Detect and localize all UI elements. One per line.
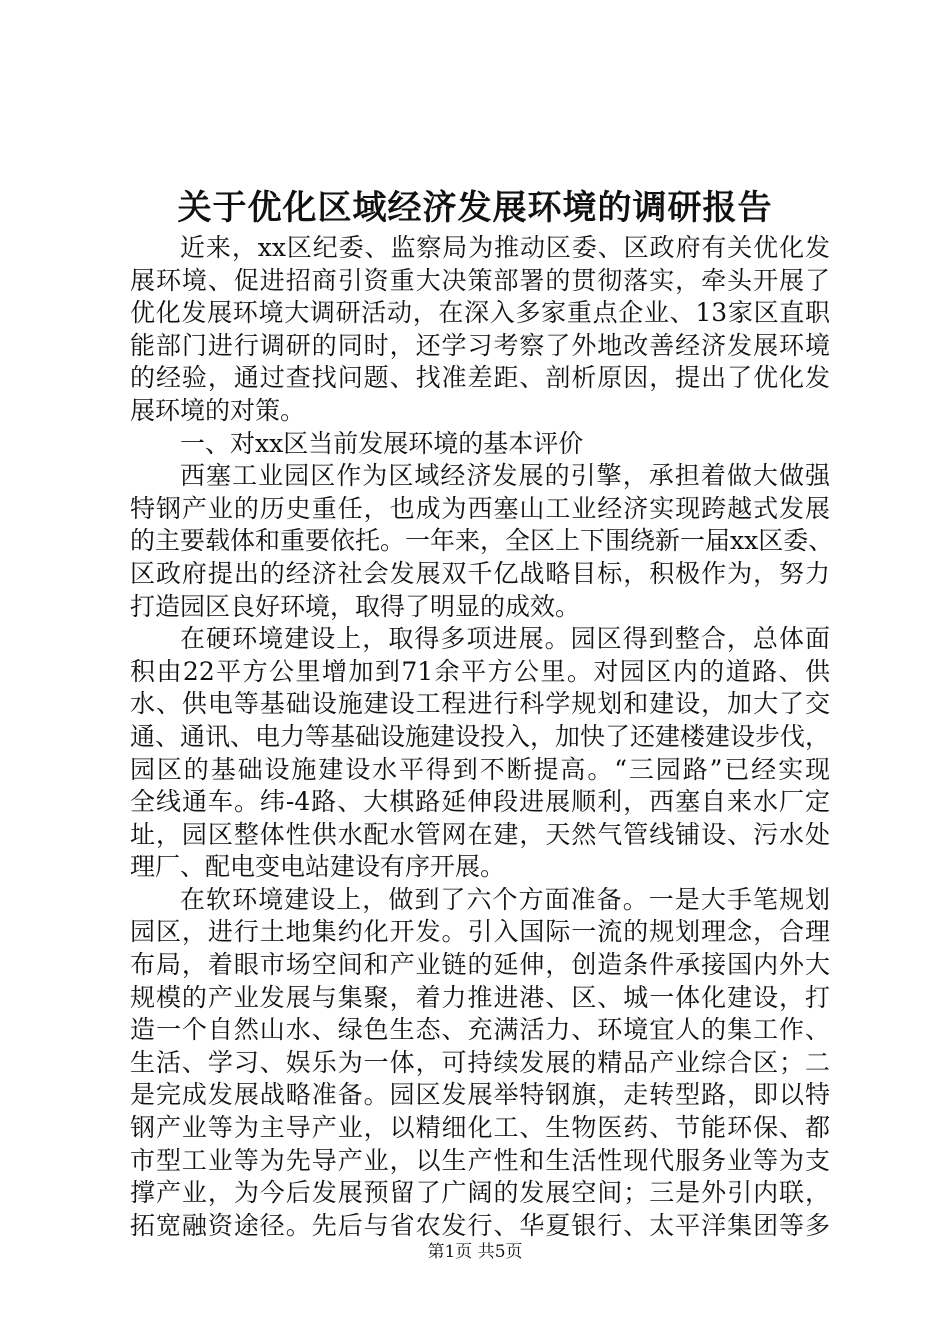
body-line: 展环境的对策。 xyxy=(130,395,306,425)
body-line: 西塞工业园区作为区域经济发展的引擎，承担着做大做强 xyxy=(180,461,830,491)
body-line: 市型工业等为先导产业，以生产性和生活性现代服务业等为支 xyxy=(130,1145,830,1175)
body-line: 一、对xx区当前发展环境的基本评价 xyxy=(180,428,584,458)
body-line: 拓宽融资途径。先后与省农发行、华夏银行、太平洋集团等多 xyxy=(130,1210,830,1240)
body-line: 的主要载体和重要依托。一年来，全区上下围绕新一届xx区委、 xyxy=(130,526,834,556)
body-line: 近来，xx区纪委、监察局为推动区委、区政府有关优化发 xyxy=(180,233,830,262)
body-line: 区政府提出的经济社会发展双千亿战略目标，积极作为，努力 xyxy=(130,558,830,588)
body-line: 打造园区良好环境，取得了明显的成效。 xyxy=(130,591,581,621)
body-line: 的经验，通过查找问题、找准差距、剖析原因，提出了优化发 xyxy=(130,363,830,393)
body-line: 理厂、配电变电站建设有序开展。 xyxy=(130,852,506,882)
document-body xyxy=(130,232,834,1242)
body-line: 造一个自然山水、绿色生态、充满活力、环境宜人的集工作、 xyxy=(130,1015,830,1045)
body-line: 能部门进行调研的同时，还学习考察了外地改善经济发展环境 xyxy=(130,330,830,360)
body-line: 规模的产业发展与集聚，着力推进港、区、城一体化建设，打 xyxy=(130,982,830,1012)
body-line: 址，园区整体性供水配水管网在建，天然气管线铺设、污水处 xyxy=(130,819,830,849)
body-line: 撑产业，为今后发展预留了广阔的发展空间；三是外引内联， xyxy=(130,1178,830,1208)
body-line: 生活、学习、娱乐为一体，可持续发展的精品产业综合区；二 xyxy=(130,1047,830,1077)
page-number-footer: 第1页 共5页 xyxy=(427,1242,523,1262)
body-line: 积由22平方公里增加到71余平方公里。对园区内的道路、供 xyxy=(130,656,830,686)
body-line: 布局，着眼市场空间和产业链的延伸，创造条件承接国内外大 xyxy=(130,950,830,980)
body-line: 在硬环境建设上，取得多项进展。园区得到整合，总体面 xyxy=(180,624,830,654)
body-line: 在软环境建设上，做到了六个方面准备。一是大手笔规划 xyxy=(180,884,830,914)
body-line: 优化发展环境大调研活动，在深入多家重点企业、13家区直职 xyxy=(130,298,830,328)
body-line: 特钢产业的历史重任，也成为西塞山工业经济实现跨越式发展 xyxy=(130,493,830,523)
body-line: 通、通讯、电力等基础设施建设投入，加快了还建楼建设步伐， xyxy=(130,721,831,751)
body-line: 园区，进行土地集约化开发。引入国际一流的规划理念，合理 xyxy=(130,917,830,947)
document-title: 关于优化区域经济发展环境的调研报告 xyxy=(177,188,773,228)
body-line: 是完成发展战略准备。园区发展举特钢旗，走转型路，即以特 xyxy=(130,1080,830,1110)
body-line: 园区的基础设施建设水平得到不断提高。“三园路”已经实现 xyxy=(130,754,830,784)
body-line: 全线通车。纬-4路、大棋路延伸段进展顺利，西塞自来水厂定 xyxy=(130,787,830,817)
body-line: 展环境、促进招商引资重大决策部署的贯彻落实，牵头开展了 xyxy=(130,265,830,295)
body-line: 钢产业等为主导产业，以精细化工、生物医药、节能环保、都 xyxy=(130,1113,830,1143)
body-line: 水、供电等基础设施建设工程进行科学规划和建设，加大了交 xyxy=(130,689,830,719)
